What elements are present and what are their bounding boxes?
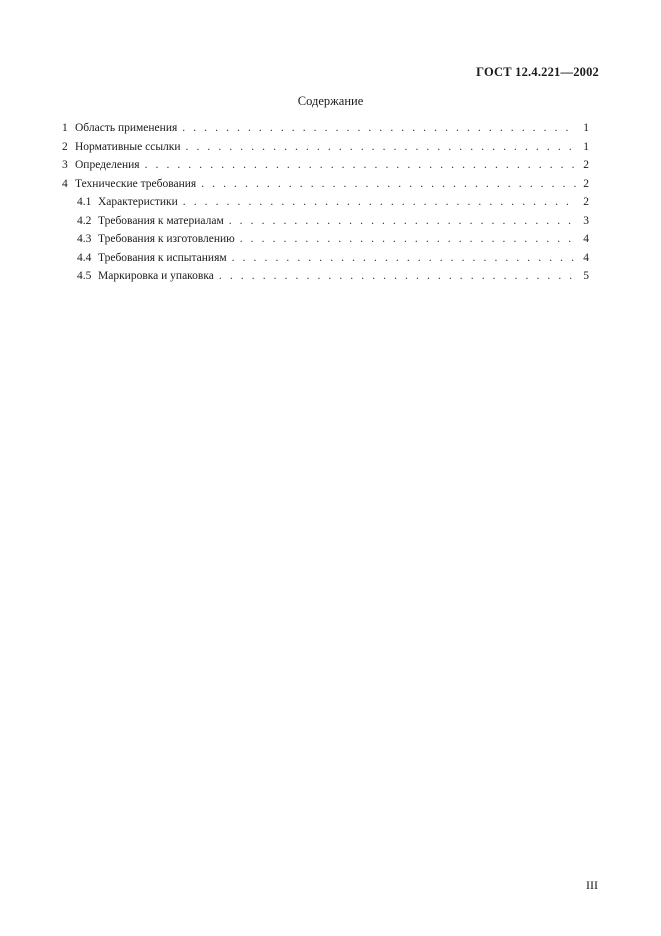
toc-entry-label: Требования к материалам [98,214,224,227]
toc-entry-page: 2 [583,159,589,171]
toc-entry-number: 4 [62,177,68,190]
toc-entry-page: 2 [583,196,589,208]
toc-entry-label: Характеристики [98,196,178,208]
toc-entry-number: 4.2 [77,214,92,227]
toc-entry-label: Маркировка и упаковка [98,270,214,282]
dot-leader [186,141,576,153]
toc-entry[interactable] [62,122,589,141]
toc-title: Содержание [297,94,364,108]
dot-leader [182,122,576,134]
dot-leader [183,196,576,208]
toc-entry-label: Область применения [75,122,178,134]
toc-entry[interactable] [62,141,589,160]
toc-entry-number: 4.3 [77,233,92,245]
toc-entry-page: 4 [583,233,589,245]
toc-entry-number: 4.4 [77,251,92,264]
dot-leader [201,178,576,190]
toc-entry-page: 1 [583,140,589,153]
toc-entry-label: Требования к изготовлению [98,233,235,245]
document-code: ГОСТ 12.4.221—2002 [476,65,599,79]
toc-entry-number: 1 [62,122,68,134]
toc-subentry[interactable] [62,233,589,252]
dot-leader [145,159,576,171]
dot-leader [232,252,576,264]
dot-leader [219,270,576,282]
toc-entry-label: Технические требования [75,177,197,190]
toc-entry[interactable] [62,178,589,197]
toc-entry[interactable] [62,159,589,178]
toc-subentry[interactable] [62,196,589,215]
dot-leader [240,233,576,245]
toc-entry-page: 4 [583,251,589,264]
toc-entry-number: 3 [62,159,68,171]
toc-entry-label: Определения [75,159,140,171]
page-number: III [586,878,598,892]
toc-entry-page: 1 [583,122,589,134]
toc-subentry[interactable] [62,215,589,234]
toc-entry-number: 4.1 [77,196,92,208]
toc-subentry[interactable] [62,270,589,289]
table-of-contents [62,122,589,289]
toc-entry-number: 2 [62,140,68,153]
toc-entry-page: 5 [583,270,589,282]
toc-entry-label: Нормативные ссылки [75,140,181,153]
toc-entry-label: Требования к испытаниям [98,251,227,264]
toc-entry-number: 4.5 [77,270,92,282]
dot-leader [229,215,576,227]
toc-subentry[interactable] [62,252,589,271]
toc-entry-page: 2 [583,177,589,190]
toc-entry-page: 3 [583,214,589,227]
